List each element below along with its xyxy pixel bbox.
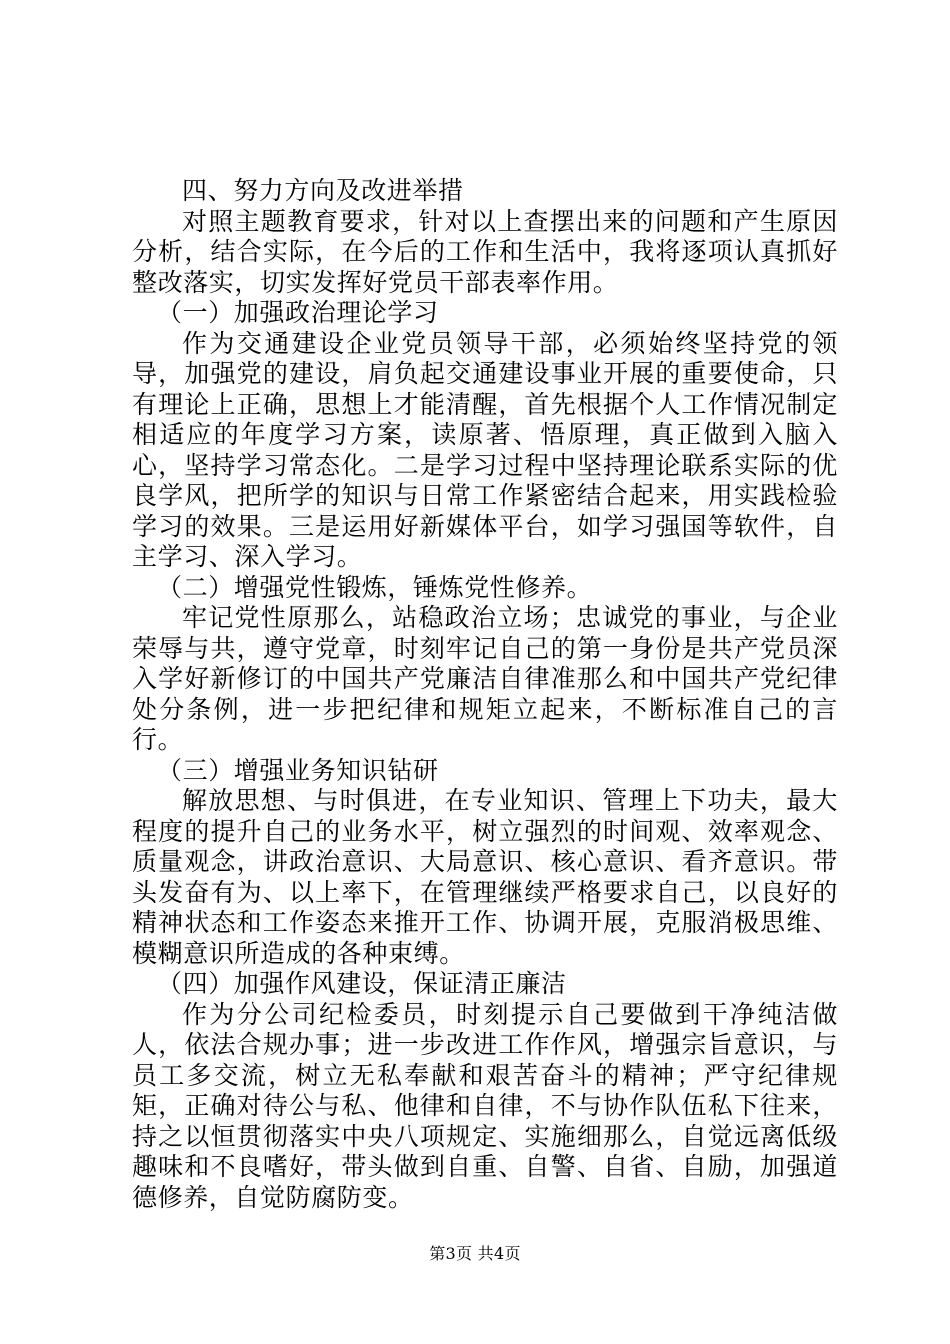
body-paragraph: 牢记党性原那么，站稳政治立场；忠诚党的事业，与企业荣辱与共，遵守党章，时刻牢记自己的第一身份是共产党员深入学好新修订的中国共产党廉洁自律准那么和中国共产党纪律处分条例，进一步把纪律和规矩立起来，不断标准自己的言行。 [132,603,838,754]
subsection-heading: （一）加强政治理论学习 [157,298,439,327]
document-body [132,176,838,1213]
subsection-heading: （三）增强业务知识钻研 [157,755,439,785]
subsection-heading: （二）增强党性锻炼，锤炼党性修养。 [157,572,593,602]
body-paragraph: 作为交通建设企业党员领导干部，必须始终坚持党的领导，加强党的建设，肩负起交通建设事业开展的重要使命，只有理论上正确，思想上才能清醒，首先根据个人工作情况制定相适应的年度学习方案，读原著、悟原理，真正做到入脑入心，坚持学习常态化。二是学习过程中坚持理论联系实际的优良学风，把所学的知识与日常工作紧密结合起来，用实践检验学习的效果。三是运用好新媒体平台，如学习强国等软件，自主学习、深入学习。 [132,328,838,571]
body-paragraph: 对照主题教育要求，针对以上查摆出来的问题和产生原因分析，结合实际，在今后的工作和生活中，我将逐项认真抓好整改落实，切实发挥好党员干部表率作用。 [132,206,838,297]
section-heading: 四、努力方向及改进举措 [182,176,464,205]
body-paragraph: 作为分公司纪检委员，时刻提示自己要做到干净纯洁做人，依法合规办事；进一步改进工作作风，增强宗旨意识，与员工多交流，树立无私奉献和艰苦奋斗的精神；严守纪律规矩，正确对待公与私、他律和自律，不与协作队伍私下往来，持之以恒贯彻落实中央八项规定、实施细那么，自觉远离低级趣味和不良嗜好，带头做到自重、自警、自省、自励，加强道德修养，自觉防腐防变。 [132,999,838,1212]
subsection-heading: （四）加强作风建设，保证清正廉洁 [157,969,567,998]
page-number-footer: 第3页 共4页 [429,1244,521,1263]
body-paragraph: 解放思想、与时俱进，在专业知识、管理上下功夫，最大程度的提升自己的业务水平，树立强烈的时间观、效率观念、质量观念，讲政治意识、大局意识、核心意识、看齐意识。带头发奋有为、以上率下，在管理继续严格要求自己，以良好的精神状态和工作姿态来推开工作、协调开展，克服消极思维、模糊意识所造成的各种束缚。 [132,786,838,968]
